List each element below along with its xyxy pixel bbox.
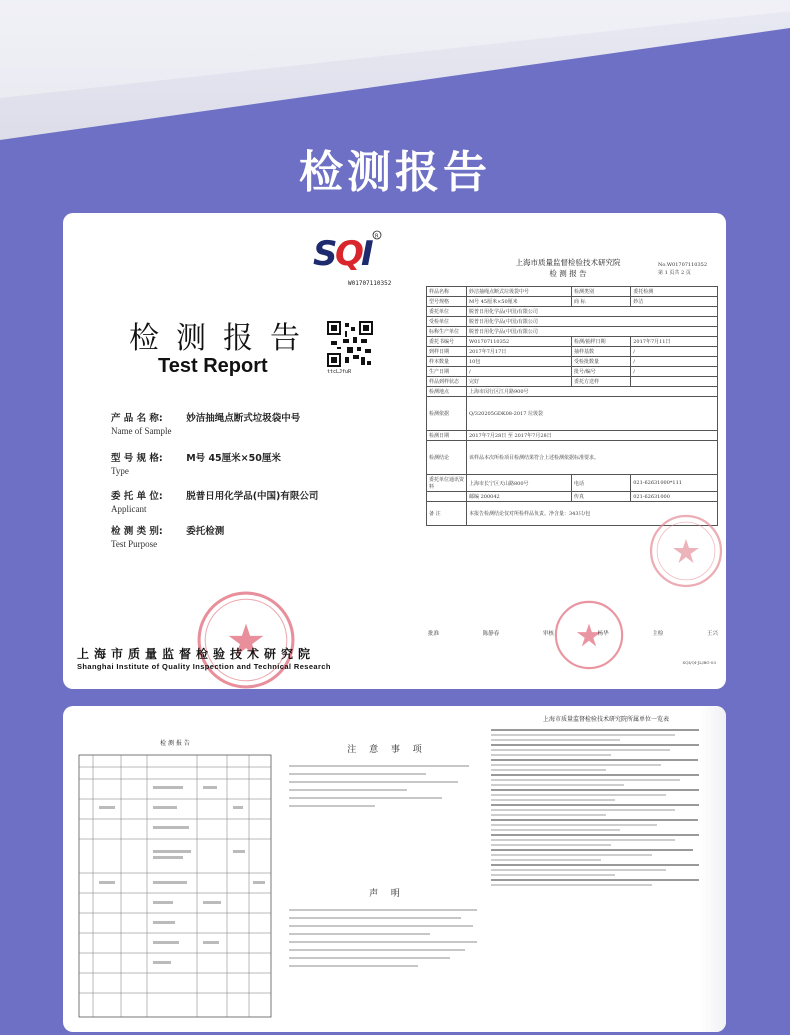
report-table-cell: 妙洁 [631,297,718,307]
report-table-row [427,492,718,502]
report-table-cell: 委托检测 [631,287,718,297]
report-table-cell: 本报告检测结论仅对所检样品负责。净含量：343只/包 [467,502,718,526]
institute-name-en: Shanghai Institute of Quality Inspection and Technical Research [77,662,331,671]
report-table-row [427,377,718,387]
sig-main-name: 王兴 [706,631,718,637]
report-table-cell: 该样品本次所检项目检测结果符合上述检测依据标准要求。 [467,441,718,475]
declaration-section [289,886,485,973]
field-label-en: Name of Sample [111,426,172,436]
report-table-cell: 标称生产单位 [427,327,467,337]
report-table-row [427,357,718,367]
report-table-cell: 2017年7月28日 至 2017年7月28日 [467,431,718,441]
report-table-row [427,347,718,357]
report-header-title: 检 测 报 告 [549,269,587,278]
affiliated-units-list [491,714,721,889]
report-table-cell: 生产日期 [427,367,467,377]
report-table-cell: 10包 [467,357,572,367]
field-type [111,450,281,476]
report-table-cell: 委托单位 [427,307,467,317]
report-number: W01707110352 [348,280,392,287]
report-table-cell: 脱普日用化学品(中国)有限公司 [467,327,718,337]
report-table-cell: 样品到样状态 [427,377,467,387]
field-label: 产 品 名 称: [111,413,163,424]
report-second-page [77,738,273,1022]
svg-text:I: I [361,234,374,273]
field-label-en: Type [111,466,129,476]
cover-title-en: Test Report [158,355,268,377]
field-value: 委托检测 [186,526,225,537]
report-table-row [427,431,718,441]
field-value: M号 45厘米×50厘米 [186,453,281,464]
institute-name-cn: 上海市质量监督检验技术研究院 [77,647,316,661]
sig-review-label: 审核 [542,631,554,637]
report-table-row [427,317,718,327]
report-table-cell: 检测结论 [427,441,467,475]
report-table-cell: 021-62631000*111 [631,475,718,492]
report-table-row [427,367,718,377]
report-table-cell: 受检单位 [427,317,467,327]
report-header-institute: 上海市质量监督检验技术研究院 [515,258,621,267]
field-value: 妙洁抽绳点断式垃圾袋中号 [186,413,301,424]
report-table-row [427,337,718,347]
report-table-cell: 批号/编号 [571,367,630,377]
test-seal-icon [648,513,724,589]
report-table-cell: 委托书编号 [427,337,467,347]
report-table-cell: 样品名称 [427,287,467,297]
report-table-row [427,441,718,475]
report-table-cell: 型号规格 [427,297,467,307]
report-table-cell: W01707110352 [467,337,572,347]
report-footer-code: SQI/QI-JL/BG-03 [682,660,716,665]
report-meta [658,261,707,277]
report-table-cell: / [467,367,572,377]
report-table-cell: 商 标 [571,297,630,307]
field-label: 检 测 类 别: [111,526,163,537]
report-table-cell [631,377,718,387]
report-table-row [427,297,718,307]
report-table-cell: 妙洁抽绳点断式垃圾袋中号 [467,287,572,297]
report-header [478,257,658,279]
notice-title: 注 意 事 项 [347,745,427,755]
report-pages-card [63,706,726,1032]
report-table [426,286,718,526]
second-page-title: 检 测 报 告 [160,740,190,747]
report-table-cell: 邮编 200042 [467,492,572,502]
report-first-page [418,213,718,689]
report-table-cell: 检测类别 [571,287,630,297]
sig-approve-label: 批准 [428,631,440,637]
report-table-cell: / [631,347,718,357]
field-label: 委 托 单 位: [111,491,163,502]
report-table-cell: M号 45厘米×50厘米 [467,297,572,307]
report-table-row [427,397,718,431]
report-table-cell: / [631,367,718,377]
report-table-cell: 抽样基数 [571,347,630,357]
card-edge-shadow [699,706,726,1032]
report-table-cell: 检测依据 [427,397,467,431]
report-table-row [427,387,718,397]
report-table-row [427,475,718,492]
svg-text:R: R [375,233,379,240]
report-table-cell: Q/320205GDK08-2017 垃圾袋 [467,397,718,431]
official-seal-icon [195,589,297,689]
signature-row [428,629,718,637]
report-table-cell: 检测地点 [427,387,467,397]
report-table-cell: 2017年7月11日 [631,337,718,347]
report-table-cell: 样本数量 [427,357,467,367]
field-test-purpose [111,523,224,549]
report-table-row [427,287,718,297]
report-table-cell: 委托方送样 [571,377,630,387]
sig-main-label: 主检 [652,631,664,637]
report-table-cell: 委托单位通讯资料 [427,475,467,492]
report-table-cell: 021-62631000 [631,492,718,502]
report-meta-number: No.W01707110352 [658,262,708,268]
notice-section [289,742,485,813]
sig-approve-name: 陈静春 [482,631,500,637]
report-card [63,213,726,689]
report-table-cell: 到样日期 [427,347,467,357]
page-title: 检测报告 [299,147,491,198]
field-sample-name [111,410,300,436]
report-table-cell: 受检批数量 [571,357,630,367]
svg-text:Q: Q [335,234,364,273]
field-value: 脱普日用化学品(中国)有限公司 [186,491,319,502]
sig-review-name: 杨华 [597,631,609,637]
field-label: 型 号 规 格: [111,453,163,464]
svg-text:S: S [313,234,338,273]
report-table-cell: 检测日期 [427,431,467,441]
declaration-title: 声 明 [369,889,405,899]
report-table-cell: 2017年7月17日 [467,347,572,357]
report-table-row [427,327,718,337]
report-table-cell: / [631,357,718,367]
sqi-logo-icon [311,227,385,273]
report-meta-page: 第 1 页共 2 页 [658,270,691,276]
report-cover [63,213,403,689]
report-table-row [427,307,718,317]
report-table-cell: 备 注 [427,502,467,526]
field-applicant [111,488,318,514]
report-table-cell: 检测/抽样日期 [571,337,630,347]
report-table-cell: 上海市长宁区天山路800号 [467,475,572,492]
report-table-cell: 电话 [571,475,630,492]
qr-caption: ttcLJfuR [327,369,352,375]
qr-code-icon [327,321,373,367]
cover-title-cn: 检测报告 [129,321,317,356]
report-table-cell: 完好 [467,377,572,387]
units-title: 上海市质量监督检验技术研究院所属单位一览表 [542,716,669,723]
second-page-table-graphic [77,753,273,1023]
field-label-en: Applicant [111,504,147,514]
report-table-cell: 脱普日用化学品(中国)有限公司 [467,307,718,317]
report-table-cell: 传真 [571,492,630,502]
report-table-cell: 脱普日用化学品(中国)有限公司 [467,317,718,327]
report-table-cell [427,492,467,502]
field-label-en: Test Purpose [111,539,158,549]
report-table-cell: 上海市闵行区江月路900号 [467,387,718,397]
